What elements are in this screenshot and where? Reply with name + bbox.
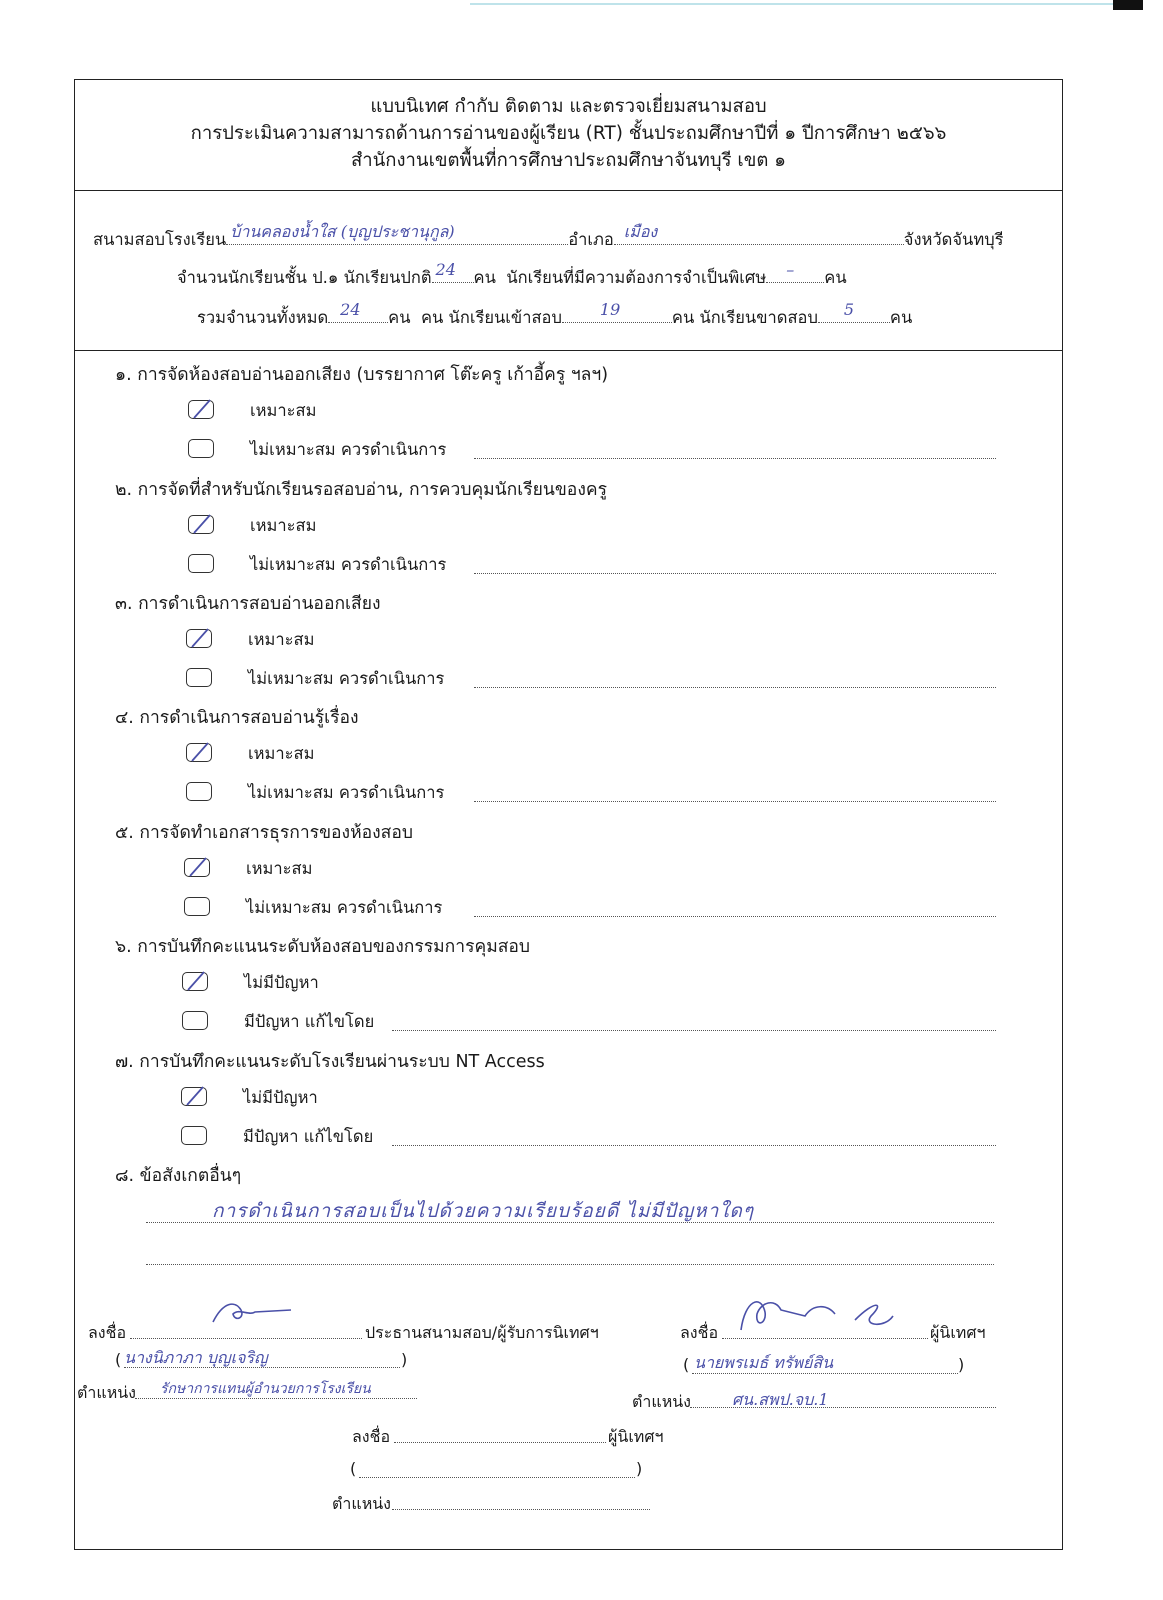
action-dotted-line (474, 457, 996, 459)
checkbox-not-ok[interactable] (186, 668, 212, 687)
option-ok-label: เหมาะสม (250, 401, 317, 420)
special-value: – (786, 260, 795, 279)
right-pos: ศน.สพป.จบ.1 (732, 1390, 829, 1409)
header-line-1: แบบนิเทศ กำกับ ติดตาม และตรวจเยี่ยมสนามสอบ (370, 96, 767, 117)
checkbox-ok[interactable] (184, 858, 210, 877)
unit-1: คน (473, 268, 496, 287)
right-name-open: ( (683, 1355, 690, 1374)
right-sign-role: ผู้นิเทศฯ (930, 1323, 986, 1342)
right-sign-label: ลงชื่อ (680, 1323, 719, 1342)
action-dotted-line (392, 1144, 996, 1146)
checkbox-ok[interactable] (186, 629, 212, 648)
checkbox-not-ok[interactable] (182, 1011, 208, 1030)
question-title: ๖. การบันทึกคะแนนระดับห้องสอบของกรรมการคุมสอบ (115, 937, 531, 957)
school-label: สนามสอบโรงเรียน (93, 230, 227, 249)
check-mark-icon (192, 513, 212, 537)
province-label: จังหวัดจันทบุรี (903, 230, 1004, 249)
header-line-2: การประเมินความสามารถด้านการอ่านของผู้เรียน (RT) ชั้นประถมศึกษาปีที่ ๑ ปีการศึกษา ๒๕๖๖ (190, 123, 947, 144)
district-label: อำเภอ (568, 230, 614, 249)
attend-label: คน นักเรียนเข้าสอบ (421, 308, 562, 327)
check-mark-icon (190, 741, 210, 765)
bottom-sign-line (394, 1441, 606, 1443)
bottom-pos-label: ตำแหน่ง (332, 1494, 391, 1513)
absent-label: คน นักเรียนขาดสอบ (671, 308, 818, 327)
action-dotted-line (474, 572, 996, 574)
bottom-pos-line (392, 1508, 650, 1510)
normal-field (432, 260, 474, 283)
action-dotted-line (474, 686, 996, 688)
checkbox-not-ok[interactable] (184, 897, 210, 916)
checkbox-ok[interactable] (181, 1087, 207, 1106)
checkbox-ok[interactable] (188, 400, 214, 419)
absent-value: 5 (843, 300, 855, 319)
header-line-3: สำนักงานเขตพื้นที่การศึกษาประถมศึกษาจันทบุรี เขต ๑ (350, 150, 787, 171)
left-sign-line (130, 1337, 362, 1339)
checkbox-ok[interactable] (186, 743, 212, 762)
district-field (614, 222, 904, 245)
district-value: เมือง (623, 222, 658, 241)
action-dotted-line (392, 1029, 996, 1031)
scan-edge (0, 0, 1163, 8)
total-label: รวมจำนวนทั้งหมด (197, 308, 329, 327)
option-ok-label: เหมาะสม (248, 630, 315, 649)
bottom-sign-role: ผู้นิเทศฯ (608, 1427, 664, 1446)
absent-field (818, 300, 890, 323)
bottom-name-open: ( (350, 1459, 357, 1478)
checkbox-not-ok[interactable] (188, 554, 214, 573)
check-mark-icon (185, 1085, 205, 1109)
left-signature (205, 1292, 295, 1332)
left-pos: รักษาการแทนผู้อำนวยการโรงเรียน (160, 1381, 371, 1397)
bottom-name-close: ) (636, 1459, 643, 1478)
option-ok-label: เหมาะสม (248, 744, 315, 763)
question-title: ๒. การจัดที่สำหรับนักเรียนรอสอบอ่าน, การควบคุมนักเรียนของครู (115, 480, 607, 500)
check-mark-icon (186, 970, 206, 994)
option-not-ok-label: มีปัญหา แก้ไขโดย (243, 1127, 374, 1146)
question-title: ๔. การดำเนินการสอบอ่านรู้เรื่อง (115, 708, 359, 728)
attend-value: 19 (599, 300, 621, 319)
checkbox-not-ok[interactable] (188, 439, 214, 458)
left-name-open: ( (115, 1350, 122, 1369)
question-title: ๗. การบันทึกคะแนนระดับโรงเรียนผ่านระบบ NT Access (115, 1052, 545, 1072)
unit-3: คน (388, 308, 411, 327)
info-row-total (197, 300, 913, 329)
option-not-ok-label: มีปัญหา แก้ไขโดย (244, 1012, 375, 1031)
special-label: นักเรียนที่มีความต้องการจำเป็นพิเศษ (506, 268, 767, 287)
left-sign-label: ลงชื่อ (88, 1323, 127, 1342)
q8-line-2 (146, 1263, 994, 1265)
question-title: ๕. การจัดทำเอกสารธุรการของห้องสอบ (115, 823, 413, 843)
option-not-ok-label: ไม่เหมาะสม ควรดำเนินการ (250, 555, 447, 574)
q8-note: การดำเนินการสอบเป็นไปด้วยความเรียบร้อยดี ไม่มีปัญหาใดๆ (212, 1200, 755, 1222)
count-label: จำนวนนักเรียนชั้น ป.๑ นักเรียนปกติ (177, 268, 432, 287)
option-not-ok-label: ไม่เหมาะสม ควรดำเนินการ (246, 898, 443, 917)
check-mark-icon (188, 856, 208, 880)
school-field (226, 222, 568, 245)
action-dotted-line (474, 800, 996, 802)
option-ok-label: ไม่มีปัญหา (244, 973, 319, 992)
normal-value: 24 (435, 260, 456, 279)
attend-field (562, 300, 672, 323)
school-value: บ้านคลองน้ำใส (บุญประชานุกูล) (230, 222, 455, 241)
q8-title: ๘. ข้อสังเกตอื่นๆ (115, 1166, 242, 1186)
option-ok-label: ไม่มีปัญหา (243, 1088, 318, 1107)
checkbox-ok[interactable] (188, 515, 214, 534)
action-dotted-line (474, 915, 996, 917)
right-signature (735, 1290, 905, 1338)
unit-4: คน (889, 308, 913, 327)
total-field (328, 300, 388, 323)
checkbox-ok[interactable] (182, 972, 208, 991)
option-not-ok-label: ไม่เหมาะสม ควรดำเนินการ (250, 440, 447, 459)
option-not-ok-label: ไม่เหมาะสม ควรดำเนินการ (248, 669, 445, 688)
right-name: นายพรเมธ์ ทรัพย์สิน (694, 1353, 834, 1372)
question-title: ๑. การจัดห้องสอบอ่านออกเสียง (บรรยากาศ โต๊ะครู เก้าอี้ครู ฯลฯ) (115, 365, 609, 385)
left-pos-label: ตำแหน่ง (77, 1383, 136, 1402)
check-mark-icon (192, 398, 212, 422)
special-field (766, 260, 824, 283)
right-name-close: ) (958, 1355, 965, 1374)
bottom-name-line (359, 1476, 635, 1478)
info-row-school (93, 222, 1004, 251)
info-row-count (177, 260, 847, 289)
right-pos-label: ตำแหน่ง (632, 1392, 691, 1411)
check-mark-icon (190, 627, 210, 651)
option-ok-label: เหมาะสม (250, 516, 317, 535)
checkbox-not-ok[interactable] (181, 1126, 207, 1145)
left-name-close: ) (401, 1350, 408, 1369)
left-name: นางนิภาภา บุญเจริญ (124, 1348, 268, 1367)
option-ok-label: เหมาะสม (246, 859, 313, 878)
bottom-sign-label: ลงชื่อ (352, 1427, 391, 1446)
question-title: ๓. การดำเนินการสอบอ่านออกเสียง (115, 594, 381, 614)
form-header (74, 79, 1063, 191)
left-sign-role: ประธานสนามสอบ/ผู้รับการนิเทศฯ (365, 1323, 599, 1342)
option-not-ok-label: ไม่เหมาะสม ควรดำเนินการ (248, 783, 445, 802)
total-value: 24 (340, 300, 361, 319)
unit-2: คน (824, 268, 847, 287)
checkbox-not-ok[interactable] (186, 782, 212, 801)
